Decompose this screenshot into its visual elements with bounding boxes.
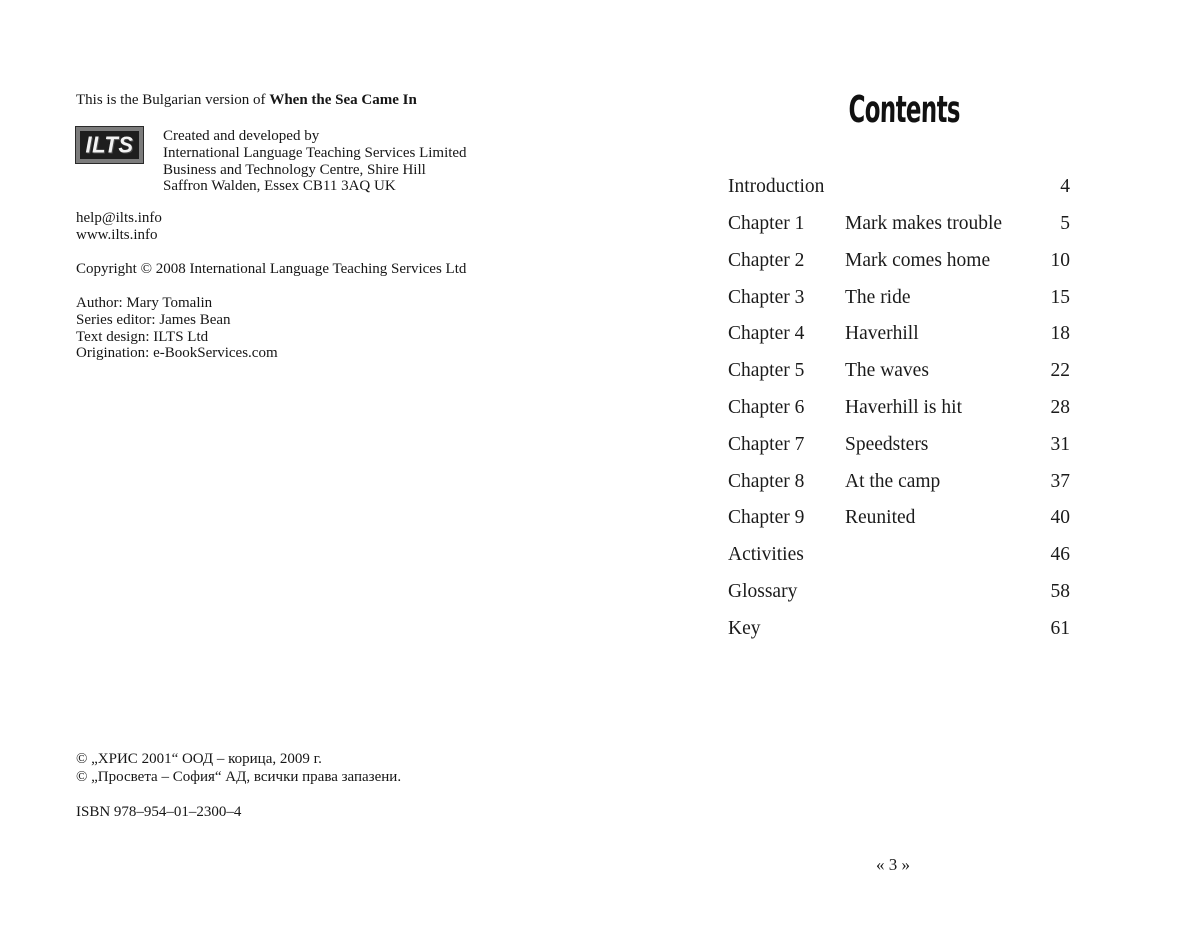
toc-chapter-label: Glossary — [728, 580, 798, 602]
credits-block — [76, 295, 278, 362]
publisher-address-block — [163, 128, 467, 195]
isbn-line: ISBN 978–954–01–2300–4 — [76, 804, 242, 820]
toc-page-number: 5 — [1060, 213, 1070, 235]
contact-line: www.ilts.info — [76, 227, 158, 243]
toc-row — [728, 500, 1070, 537]
toc-page-number: 15 — [1050, 286, 1070, 308]
bulgarian-credits-block — [76, 751, 401, 786]
toc-chapter-label: Chapter 7 — [728, 433, 805, 455]
toc-row — [728, 169, 1070, 206]
toc-page-number: 10 — [1050, 249, 1070, 271]
contact-block — [76, 210, 162, 244]
toc-chapter-title: At the camp — [845, 470, 941, 492]
publisher-line: Saffron Walden, Essex CB11 3AQ UK — [163, 178, 396, 195]
toc-page-number: 58 — [1050, 580, 1070, 602]
bulgarian-credit-line: © „Просвета – София“ АД, всички права запазени. — [76, 768, 402, 785]
toc-row — [728, 390, 1070, 427]
version-line — [76, 92, 417, 109]
toc-row — [728, 426, 1070, 463]
toc-page-number: 22 — [1050, 360, 1070, 382]
toc-page-number: 46 — [1050, 544, 1070, 566]
credit-line: Origination: e-BookServices.com — [76, 345, 278, 362]
table-of-contents — [728, 169, 1070, 647]
toc-row — [728, 316, 1070, 353]
toc-page-number: 31 — [1050, 433, 1070, 455]
toc-chapter-title: Speedsters — [845, 433, 929, 455]
toc-row — [728, 353, 1070, 390]
toc-page-number: 28 — [1050, 396, 1070, 418]
toc-row — [728, 463, 1070, 500]
contents-title: Contents — [848, 88, 961, 131]
toc-chapter-title: Mark comes home — [845, 249, 991, 271]
folio-page-number: « 3 » — [876, 855, 910, 874]
toc-row — [728, 206, 1070, 243]
toc-chapter-title: The waves — [845, 360, 929, 382]
toc-chapter-label: Chapter 3 — [728, 286, 805, 308]
credit-line: Author: Mary Tomalin — [76, 295, 213, 311]
toc-chapter-label: Key — [728, 617, 761, 639]
toc-chapter-title: The ride — [845, 286, 911, 308]
toc-chapter-label: Introduction — [728, 176, 825, 198]
toc-row — [728, 279, 1070, 316]
toc-row — [728, 573, 1070, 610]
toc-page-number: 37 — [1050, 470, 1070, 492]
toc-page-number: 40 — [1050, 507, 1070, 529]
toc-row — [728, 243, 1070, 280]
toc-chapter-title: Haverhill is hit — [845, 396, 962, 418]
credit-line: Series editor: James Bean — [76, 311, 231, 328]
credit-line: Text design: ILTS Ltd — [76, 328, 209, 345]
toc-chapter-title: Reunited — [845, 507, 916, 529]
ilts-logo — [76, 127, 143, 163]
toc-chapter-label: Chapter 4 — [728, 323, 805, 345]
contact-line: help@ilts.info — [76, 210, 162, 226]
toc-chapter-label: Chapter 5 — [728, 360, 805, 382]
toc-row — [728, 537, 1070, 574]
publisher-line: International Language Teaching Services Limited — [163, 144, 467, 161]
toc-chapter-label: Chapter 1 — [728, 213, 805, 235]
version-prefix: This is the Bulgarian version of — [76, 92, 270, 108]
toc-row — [728, 610, 1070, 647]
toc-chapter-label: Chapter 6 — [728, 396, 805, 418]
toc-page-number: 18 — [1050, 323, 1070, 345]
copyright-line: Copyright © 2008 International Language Teaching Services Ltd — [76, 261, 467, 277]
toc-chapter-label: Chapter 2 — [728, 249, 805, 271]
toc-chapter-title: Mark makes trouble — [845, 213, 1003, 235]
toc-chapter-title: Haverhill — [845, 323, 919, 345]
toc-page-number: 4 — [1060, 176, 1070, 198]
toc-chapter-label: Chapter 8 — [728, 470, 805, 492]
toc-chapter-label: Activities — [728, 544, 804, 566]
publisher-line: Created and developed by — [163, 128, 320, 144]
toc-chapter-label: Chapter 9 — [728, 507, 805, 529]
toc-page-number: 61 — [1050, 617, 1070, 639]
ilts-logo-text: ILTS — [85, 131, 134, 158]
book-title: When the Sea Came In — [269, 92, 417, 108]
bulgarian-credit-line: © „ХРИС 2001“ ООД – корица, 2009 г. — [76, 751, 322, 767]
publisher-line: Business and Technology Centre, Shire Hill — [163, 161, 426, 178]
